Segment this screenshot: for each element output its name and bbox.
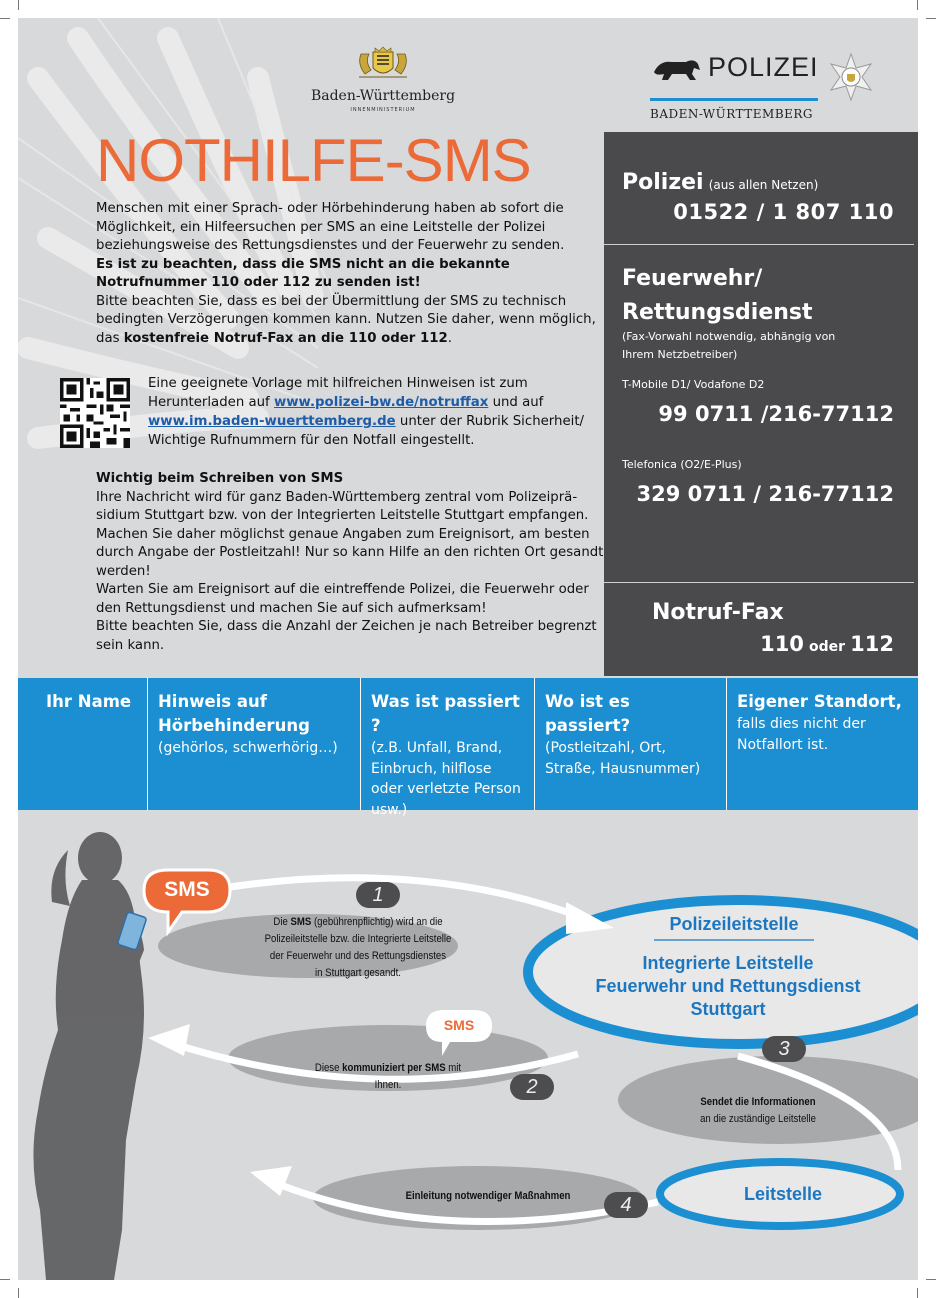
crop-mark — [18, 1288, 19, 1298]
police-label: Polizei — [622, 170, 704, 195]
sms-tips-paragraph: Bitte beachten Sie, dass die Anzahl der Zeichen je nach Betreiber begrenzt sein kann. — [96, 619, 597, 653]
crop-mark — [0, 1279, 10, 1280]
table-column-name: Ihr Name — [18, 678, 148, 810]
crop-mark — [917, 1288, 918, 1298]
sms-tips-heading: Wichtig beim Schreiben von SMS — [96, 471, 344, 486]
fire-label: Feuerwehr/ Rettungsdienst — [622, 266, 813, 325]
sms-writing-tips — [96, 470, 608, 655]
panel-divider — [604, 244, 914, 245]
crop-mark — [0, 18, 10, 19]
step-4-badge: 4 — [620, 1194, 632, 1216]
crop-mark — [926, 18, 936, 19]
step-2-text: Diese kommuniziert per SMS mit Ihnen. — [314, 1062, 462, 1091]
polizeileitstelle-label: Polizeileitstelle — [669, 914, 799, 934]
table-column-hearing: Hinweis auf Hörbehinderung (gehörlos, schwerhörig…) — [148, 678, 361, 810]
step-2-badge: 2 — [526, 1076, 538, 1098]
step-1-text: Die SMS (gebührenpflichtig) wird an die Polizeileitstelle bzw. die Integrierte Leitstelle der Feuerwehr und des Rettungsdienstes in Stuttgart gesandt. — [264, 916, 452, 979]
step-4-text: Einleitung notwendiger Maßnahmen — [405, 1190, 571, 1202]
crop-mark — [917, 0, 918, 10]
network-label-d1-d2: T-Mobile D1/ Vodafone D2 — [622, 378, 765, 391]
sms-small-label: SMS — [443, 1017, 475, 1033]
network-label-telefonica: Telefonica (O2/E-Plus) — [622, 458, 742, 471]
intro-warning: Es ist zu beachten, dass die SMS nicht an die bekannte Notrufnummer 110 oder 112 zu senden ist! — [96, 256, 510, 290]
step-1-badge: 1 — [372, 884, 384, 906]
step-3-badge: 3 — [778, 1038, 790, 1060]
intro-delay-note: Bitte beachten Sie, dass es bei der Übermittlung der SMS zu technisch bedingten Verzögerungen kommen kann. Nutzen Sie daher, wenn möglich, das — [96, 293, 596, 346]
intro-paragraph: Menschen mit einer Sprach- oder Hörbehinderung haben ab sofort die Möglichkeit, ein Hilfeersuchen per SMS an eine Leitstelle der Polizei beziehungsweise des Rettungsdienstes und der Feuerwehr zu senden. — [96, 201, 565, 253]
intro-text: Menschen mit einer Sprach- oder Hörbehinderung haben ab sofort die Möglichkeit, ein Hilfeersuchen per SMS an eine Leitstelle der Polizei beziehungsweise des Rettungsdienstes und der Feuerwehr zu senden. Es ist zu beachten, dass die SMS nicht an die bekannte Notrufnummer 110 oder 112 zu senden ist! Bitte beachten Sie, dass es bei der Übermittlung der SMS zu technisch bedingten Verzögerungen kommen kann. Nutzen Sie daher, wenn möglich, das kostenfreie Notruf-Fax an die 110 oder 112. — [96, 201, 596, 346]
download-info: Eine geeignete Vorlage mit hilfreichen Hinweisen ist zum Herunterladen auf www.polizei-bw.de/notruffax und auf www.im.baden-wuerttemberg.de unter der Rubrik Sicherheit/ Wichtige Rufnummern für den Notfall eingestellt. — [148, 376, 585, 448]
qr-code-icon[interactable] — [60, 378, 130, 448]
police-star-icon — [826, 52, 876, 102]
table-column-where: Wo ist es passiert? (Postleitzahl, Ort, Straße, Hausnummer) — [535, 678, 727, 810]
polizei-notruffax-link[interactable]: www.polizei-bw.de/notruffax — [273, 395, 489, 410]
police-number[interactable]: 01522 / 1 807 110 — [673, 200, 894, 224]
sms-tips-paragraph: Ihre Nachricht wird für ganz Baden-Württemberg zentral vom Polizeiprä-sidium Stuttgart bzw. von der Integrierten Leitstelle Stuttgart empfangen. Machen Sie daher möglichst genaue Angaben zum Ereignisort, am besten durch Angabe der Postleitzahl! Nur so kann Hilfe an den richten Ort gesandt werden! — [96, 489, 604, 579]
sms-tips-paragraph: Warten Sie am Ereignisort auf die eintreffende Polizei, die Feuerwehr oder den Rettungsdienst und machen Sie auf sich aufmerksam! — [96, 582, 589, 616]
page-title: NOTHILFE-SMS — [96, 127, 531, 194]
bw-logo-ministry: INNENMINISTERIUM — [350, 107, 416, 113]
fire-note: (Fax-Vorwahl notwendig, abhängig von Ihrem Netzbetreiber) — [622, 330, 836, 361]
crop-mark — [18, 0, 19, 10]
police-note: (aus allen Netzen) — [708, 178, 819, 192]
leitstelle-label: Leitstelle — [743, 1184, 823, 1204]
person-silhouette-icon — [33, 832, 144, 1280]
bw-logo-name: Baden-Württemberg — [310, 88, 456, 104]
crop-mark — [926, 1279, 936, 1280]
im-bw-link[interactable]: www.im.baden-wuerttemberg.de — [148, 414, 396, 429]
sms-content-table — [18, 678, 918, 818]
intro-fax-hint: kostenfreie Notruf-Fax an die 110 oder 112 — [123, 330, 448, 346]
fire-number-telefonica[interactable]: 329 0711 / 216-77112 — [636, 482, 894, 506]
step-3-text: Sendet die Informationen an die zuständige Leitstelle — [700, 1096, 816, 1125]
polizei-logo-bar — [650, 98, 818, 101]
panel-divider — [604, 582, 914, 583]
coat-of-arms-icon — [353, 46, 413, 82]
bw-innenministerium-logo — [308, 46, 458, 113]
integrierte-leitstelle-label: Integrierte Leitstelle Feuerwehr und Rettungsdienst Stuttgart — [595, 953, 861, 1019]
lion-icon — [650, 54, 704, 84]
sms-bubble-label: SMS — [164, 878, 210, 901]
emergency-numbers-panel — [604, 132, 918, 676]
fire-number-d1-d2[interactable]: 99 0711 /216-77112 — [658, 402, 894, 426]
notruf-fax-numbers[interactable]: 110 oder 112 — [760, 632, 894, 656]
polizei-logo-region: BADEN-WÜRTTEMBERG — [650, 107, 814, 121]
polizei-wordmark: POLIZEI — [708, 52, 819, 82]
notruf-fax-label: Notruf-Fax — [652, 600, 784, 625]
table-column-what: Was ist passiert ? (z.B. Unfall, Brand, Einbruch, hilflose oder verletzte Person usw.) — [361, 678, 535, 810]
sms-flow-diagram — [18, 810, 918, 1280]
flyer-page — [18, 18, 918, 1280]
table-column-location: Eigener Standort, falls dies nicht der Notfallort ist. — [737, 692, 902, 753]
